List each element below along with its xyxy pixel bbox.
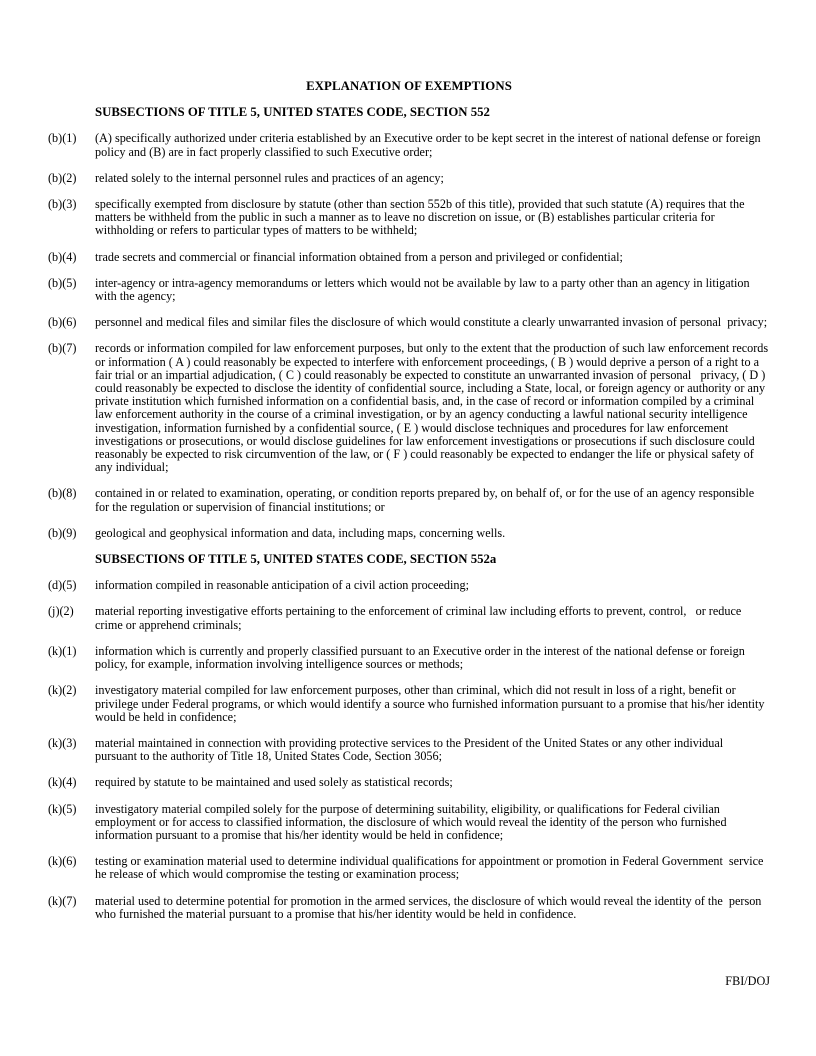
exemption-item-d5 [48, 579, 770, 592]
exemption-text: material used to determine potential for promotion in the armed services, the disclosure of which would reveal the identity of the person who furnished the material pursuant to a promise that his/her identity would be held in confidence. [95, 893, 765, 921]
exemption-item-b9 [48, 527, 770, 540]
exemption-text: required by statute to be maintained and used solely as statistical records; [95, 775, 453, 790]
section-heading: SUBSECTIONS OF TITLE 5, UNITED STATES CODE, SECTION 552 [95, 105, 490, 120]
exemption-text: (A) specifically authorized under criteria established by an Executive order to be kept secret in the interest of national defense or foreign policy and (B) are in fact properly classified to such Executive order; [95, 131, 764, 159]
exemption-code: (k)(7) [48, 893, 77, 908]
exemption-text: material maintained in connection with providing protective services to the President of the United States or any other individual pursuant to the authority of Title 18, United States Code, Section 3056; [95, 735, 730, 764]
exemption-code: (k)(1) [48, 643, 77, 658]
exemption-text: geological and geophysical information and data, including maps, concerning wells. [95, 525, 506, 540]
exemption-item-b6 [48, 316, 770, 329]
exemption-code: (j)(2) [48, 604, 74, 619]
exemption-text: inter-agency or intra-agency memorandums or letters which would not be available by law to a party other than an agency in litigation with the agency; [95, 275, 753, 304]
exemption-item-k2 [48, 684, 770, 724]
exemption-code: (b)(4) [48, 249, 77, 264]
exemption-item-k4 [48, 776, 770, 789]
exemption-code: (b)(1) [48, 131, 77, 146]
exemption-code: (k)(2) [48, 683, 77, 698]
exemption-text: investigatory material compiled for law enforcement purposes, other than criminal, which did not result in loss of a right, benefit or privilege under Federal programs, or which would identify a source who furnished information pursuant to a promise that his/her identity would be held in confidence; [95, 683, 768, 724]
exemption-code: (b)(6) [48, 315, 77, 330]
exemption-text: specifically exempted from disclosure by statute (other than section 552b of this title), provided that such statute (A) requires that the matters be withheld from the public in such a manner as to leave no discretion on issue, or (B) establishes particular criteria for withholding or refers to particular types of matters to be withheld; [95, 197, 748, 238]
exemption-text: trade secrets and commercial or financial information obtained from a person and privileged or confidential; [95, 249, 623, 264]
section-heading: SUBSECTIONS OF TITLE 5, UNITED STATES CODE, SECTION 552a [95, 552, 497, 567]
exemption-code: (b)(5) [48, 275, 77, 290]
exemption-item-b4 [48, 251, 770, 264]
exemption-item-k7 [48, 895, 770, 921]
exemption-item-k5 [48, 803, 770, 843]
exemption-item-b8 [48, 487, 770, 513]
exemption-code: (b)(2) [48, 170, 77, 185]
page-title: EXPLANATION OF EXEMPTIONS [306, 79, 512, 93]
exemption-text: contained in or related to examination, operating, or condition reports prepared by, on behalf of, or for the use of an agency responsible for the regulation or supervision of financial institutions; or [95, 486, 758, 514]
exemption-item-k6 [48, 855, 770, 881]
exemption-item-b7 [48, 342, 770, 474]
footer-agency-label: FBI/DOJ [725, 974, 770, 988]
exemption-item-b5 [48, 277, 770, 303]
exemption-item-b1 [48, 132, 770, 158]
exemption-text: information compiled in reasonable anticipation of a civil action proceeding; [95, 578, 469, 593]
exemption-text: material reporting investigative efforts pertaining to the enforcement of criminal law including efforts to prevent, control, or reduce crime or apprehend criminals; [95, 604, 745, 632]
exemption-text: personnel and medical files and similar files the disclosure of which would constitute a clearly unwarranted invasion of personal privacy; [95, 315, 768, 330]
exemption-code: (k)(6) [48, 854, 77, 869]
exemption-text: testing or examination material used to determine individual qualifications for appointment or promotion in Federal Government service he release of which would compromise the testing or examination process; [95, 854, 767, 882]
exemption-code: (k)(3) [48, 735, 77, 750]
exemption-item-b2 [48, 172, 770, 185]
exemption-code: (k)(5) [48, 801, 77, 816]
exemption-item-b3 [48, 198, 770, 238]
exemption-text: information which is currently and properly classified pursuant to an Executive order in the interest of the national defense or foreign policy, for example, information involving intelligence sources or methods; [95, 643, 748, 672]
exemption-item-j2 [48, 605, 770, 631]
exemption-code: (b)(9) [48, 525, 77, 540]
exemption-code: (b)(8) [48, 486, 77, 501]
exemption-text: records or information compiled for law enforcement purposes, but only to the extent that the production of such law enforcement records or information ( A ) could reasonably be expected to interfere with enforcement proceedings, ( B ) would deprive a person of a right to a fair trial or an impartial adjudication, ( C ) could reasonably be expected to constitute an unwarranted invasion of personal privacy, ( D ) could reasonably be expected to disclose the identity of confidential source, including a State, local, or foreign agency or authority or any private institution which furnished information on a confidential basis, and, in the case of record or information compiled by a criminal law enforcement authority in the course of a criminal investigation, or by an agency conducting a lawful national security intelligence investigation, information furnished by a confidential source, ( E ) would disclose techniques and procedures for law enforcement investigations or prosecutions, or would disclose guidelines for law enforcement investigations or prosecutions if such disclosure could reasonably be expected to risk circumvention of the law, or ( F ) could reasonably be expected to endanger the life or physical safety of any individual; [95, 341, 772, 475]
exemption-code: (d)(5) [48, 578, 77, 593]
exemptions-list [48, 106, 770, 921]
exemption-code: (k)(4) [48, 775, 77, 790]
exemption-item-k1 [48, 645, 770, 671]
exemption-text: investigatory material compiled solely for the purpose of determining suitability, eligibility, or qualifications for Federal civilian employment or for access to classified information, the disclosure of which would reveal the identity of the person who furnished information pursuant to a promise that his/her identity would be held in confidence; [95, 801, 730, 842]
exemption-item-k3 [48, 737, 770, 763]
exemption-code: (b)(7) [48, 341, 77, 356]
exemption-code: (b)(3) [48, 197, 77, 212]
exemption-text: related solely to the internal personnel rules and practices of an agency; [95, 170, 444, 185]
